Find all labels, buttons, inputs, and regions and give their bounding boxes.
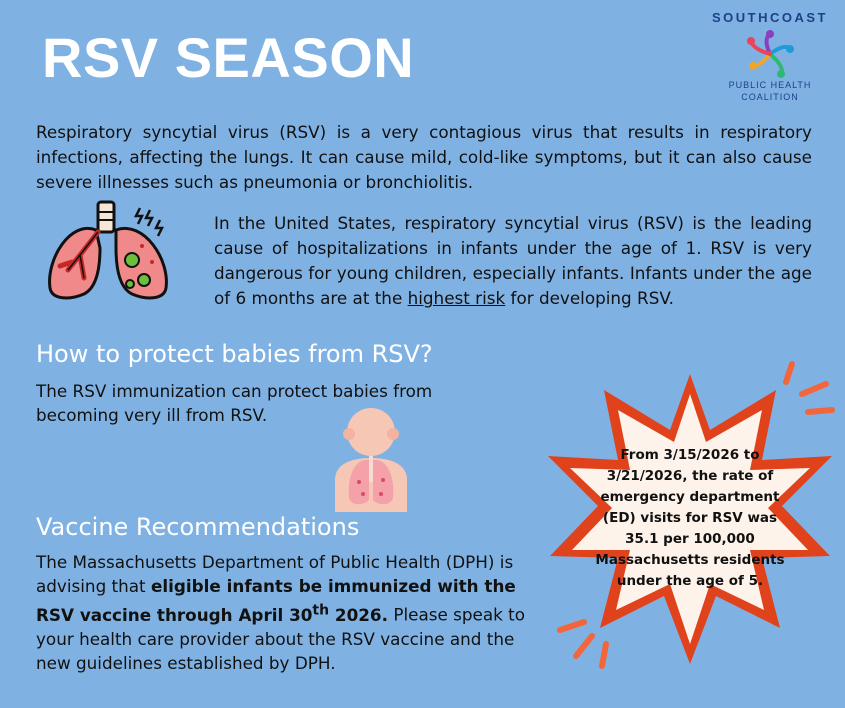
intro-paragraph: Respiratory syncytial virus (RSV) is a very contagious virus that results in respiratory infections, affecting the lungs. It can cause mild, cold-like symptoms, but it can also cause severe illnesses such as pneumonia or bronchiolitis. bbox=[36, 122, 812, 192]
protect-paragraph: The RSV immunization can protect babies from becoming very ill from RSV. bbox=[36, 381, 433, 425]
baby-lungs-icon bbox=[325, 402, 417, 512]
southcoast-logo bbox=[700, 10, 840, 103]
infected-lungs-icon bbox=[40, 200, 180, 310]
vaccine-recommendation-bold: eligible infants be immunized with the RSV vaccine through April 30th 2026. bbox=[36, 576, 516, 625]
highest-risk-underline: highest risk bbox=[407, 288, 506, 308]
logo-brand: SOUTHCOAST bbox=[712, 10, 828, 25]
logo-subtitle: PUBLIC HEALTH COALITION bbox=[728, 80, 812, 102]
page-title: RSV SEASON bbox=[42, 26, 415, 89]
vaccine-paragraph: The Massachusetts Department of Public Health (DPH) is advising that eligible infants be immunized with the RSV vaccine through April 30th 2026. Please speak to your health care provider about the RSV vaccine and the new guidelines established by DPH. bbox=[36, 552, 526, 673]
us-statistics-paragraph: In the United States, respiratory syncytial virus (RSV) is the leading cause of hospitalizations in infants under the age of 1. RSV is very dangerous for young children, especially infants. Infants under the age of 6 months are at the highest risk for developing RSV. bbox=[214, 213, 812, 308]
vaccine-heading: Vaccine Recommendations bbox=[36, 513, 360, 541]
coalition-people-icon bbox=[745, 29, 795, 79]
protect-heading: How to protect babies from RSV? bbox=[36, 340, 433, 368]
ed-visits-callout-text: From 3/15/2026 to 3/21/2026, the rate of emergency department (ED) visits for RSV was 35.1 per 100,000 Massachusetts residents under the age of 5. bbox=[595, 447, 785, 589]
